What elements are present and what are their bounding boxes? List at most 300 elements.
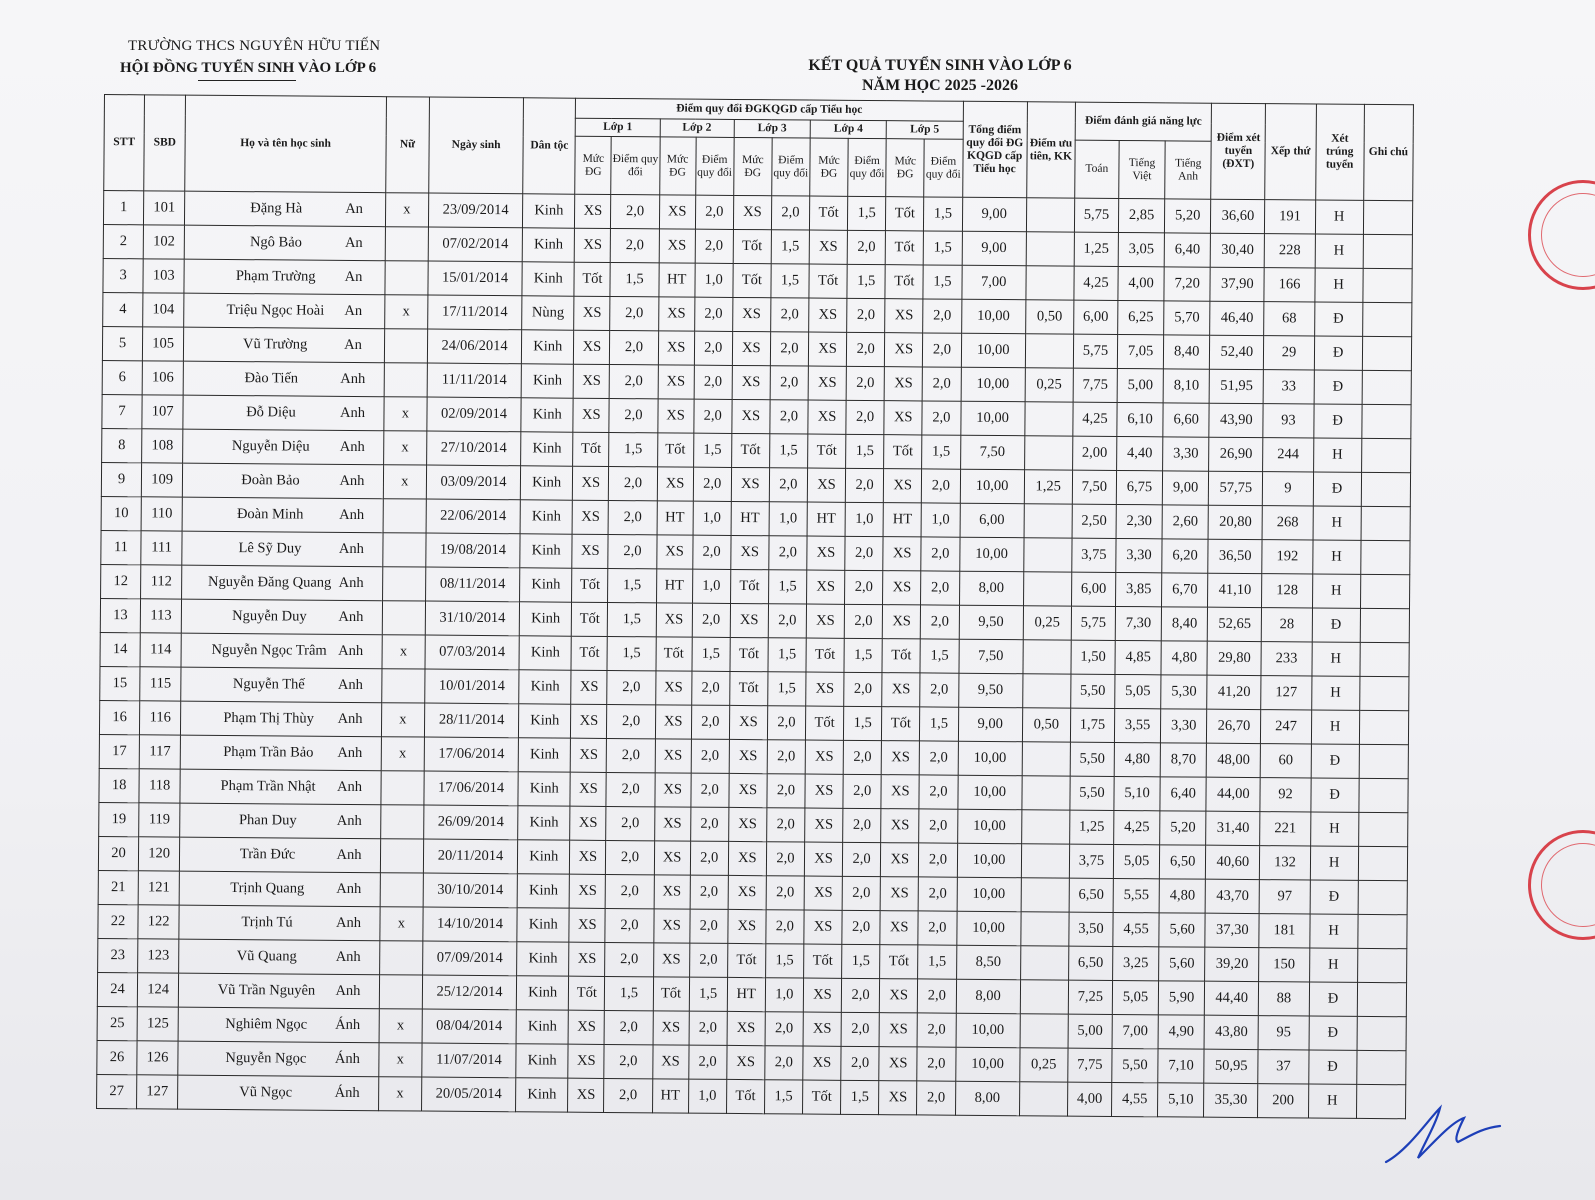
cell-stt: 15 xyxy=(100,666,140,700)
cell-dob: 07/03/2014 xyxy=(425,635,520,670)
cell-surname: Phạm Trần Nhật xyxy=(220,777,316,795)
cell-ta: 7,10 xyxy=(1158,1049,1204,1083)
cell-gc xyxy=(1357,948,1407,982)
cell-toan: 5,75 xyxy=(1071,606,1115,640)
cell-g2d: 1,0 xyxy=(693,501,731,535)
cell-dob: 24/06/2014 xyxy=(427,329,522,364)
cell-g2m: XS xyxy=(654,875,690,909)
cell-stt: 6 xyxy=(102,360,142,394)
cell-ut: 0,25 xyxy=(1025,368,1073,402)
cell-g4d: 2,0 xyxy=(847,298,885,332)
cell-dt: Kinh xyxy=(521,466,573,500)
cell-g4d: 1,5 xyxy=(841,1080,879,1114)
cell-g2d: 2,0 xyxy=(691,671,729,705)
cell-g1d: 2,0 xyxy=(609,466,657,500)
cell-stt: 16 xyxy=(99,700,139,734)
cell-g1d: 2,0 xyxy=(606,874,654,908)
results-table xyxy=(96,94,1414,1119)
cell-nu: x xyxy=(383,431,426,465)
cell-given-name: Anh xyxy=(337,744,363,762)
cell-stt: 27 xyxy=(97,1074,137,1108)
cell-ta: 8,40 xyxy=(1161,607,1207,641)
cell-sbd: 119 xyxy=(139,803,180,837)
cell-g2m: Tốt xyxy=(653,977,689,1011)
cell-given-name: Ánh xyxy=(335,1016,361,1034)
cell-g2m: XS xyxy=(659,195,695,229)
cell-dt: Kinh xyxy=(521,432,573,466)
cell-dob: 07/09/2014 xyxy=(423,941,518,976)
cell-given-name: Anh xyxy=(337,676,363,694)
cell-g5m: XS xyxy=(881,741,919,775)
cell-dxt: 37,30 xyxy=(1205,913,1259,947)
cell-g1d: 1,5 xyxy=(607,636,655,670)
cell-xt: 37 xyxy=(1258,1050,1308,1084)
cell-sbd: 107 xyxy=(142,395,183,429)
cell-g4d: 2,0 xyxy=(844,604,882,638)
cell-g4d: 2,0 xyxy=(845,536,883,570)
cell-toan: 1,75 xyxy=(1070,708,1114,742)
col-g5-level: Mức ĐG xyxy=(886,139,925,197)
cell-g2d: 2,0 xyxy=(694,331,732,365)
cell-surname: Nguyễn Đăng Quang xyxy=(207,573,332,591)
cell-student-name xyxy=(178,1041,379,1077)
cell-xt: 268 xyxy=(1262,506,1312,540)
cell-surname: Phạm Trường xyxy=(235,268,316,285)
cell-tv: 4,25 xyxy=(1114,810,1160,844)
cell-ta: 4,90 xyxy=(1158,1015,1204,1049)
col-g1-level: Mức ĐG xyxy=(575,136,612,194)
cell-surname: Đoàn Bảo xyxy=(241,472,300,489)
cell-kq: H xyxy=(1315,234,1363,268)
cell-g3m: HT xyxy=(731,501,769,535)
cell-g4m: XS xyxy=(804,876,842,910)
cell-dt: Kinh xyxy=(517,874,569,908)
cell-g2m: XS xyxy=(655,705,691,739)
cell-sbd: 118 xyxy=(139,769,180,803)
cell-g1d: 2,0 xyxy=(609,398,657,432)
cell-nu: x xyxy=(381,703,424,737)
cell-dob: 17/11/2014 xyxy=(428,295,523,330)
cell-g4m: XS xyxy=(808,400,846,434)
table-body xyxy=(97,191,1413,1119)
cell-g2d: 1,0 xyxy=(688,1079,726,1113)
cell-g3m: XS xyxy=(732,399,770,433)
cell-tong: 10,00 xyxy=(957,877,1021,912)
cell-g1m: XS xyxy=(574,330,610,364)
col-ethnic: Dân tộc xyxy=(523,98,576,194)
cell-dt: Kinh xyxy=(517,976,569,1010)
cell-ta: 8,70 xyxy=(1160,743,1206,777)
cell-dt: Kinh xyxy=(517,942,569,976)
cell-nu: x xyxy=(379,1009,422,1043)
cell-dt: Kinh xyxy=(522,262,574,296)
cell-xt: 68 xyxy=(1264,302,1314,336)
cell-g5d: 2,0 xyxy=(921,537,960,571)
cell-g1d: 2,0 xyxy=(610,330,658,364)
cell-sbd: 111 xyxy=(141,531,182,565)
cell-g3d: 2,0 xyxy=(767,774,805,808)
cell-tv: 7,30 xyxy=(1115,606,1161,640)
cell-g5m: XS xyxy=(880,877,918,911)
cell-g4m: XS xyxy=(807,570,845,604)
col-female: Nữ xyxy=(386,97,430,193)
cell-tv: 7,00 xyxy=(1112,1014,1158,1048)
cell-dxt: 46,40 xyxy=(1210,301,1264,335)
cell-g5d: 2,0 xyxy=(919,843,958,877)
cell-student-name xyxy=(185,191,386,227)
cell-g1m: XS xyxy=(572,534,608,568)
cell-surname: Nguyễn Thế xyxy=(232,676,305,693)
cell-student-name xyxy=(180,837,381,873)
cell-dt: Kinh xyxy=(521,364,573,398)
cell-ta: 8,10 xyxy=(1163,369,1209,403)
cell-g5d: 2,0 xyxy=(917,1047,956,1081)
cell-gc xyxy=(1361,438,1411,472)
cell-g5m: XS xyxy=(884,469,922,503)
cell-tv: 5,05 xyxy=(1113,844,1159,878)
cell-tong: 9,50 xyxy=(958,673,1022,708)
cell-student-name xyxy=(180,803,381,839)
cell-toan: 1,50 xyxy=(1071,640,1115,674)
cell-g2m: HT xyxy=(656,569,692,603)
cell-dob: 07/02/2014 xyxy=(428,227,523,262)
col-rank: Xếp thứ xyxy=(1265,104,1316,200)
col-g4-score: Điểm quy đổi xyxy=(848,138,887,196)
cell-g1m: XS xyxy=(568,1078,604,1112)
col-eng: Tiếng Anh xyxy=(1165,141,1212,199)
cell-tong: 10,00 xyxy=(956,911,1020,946)
cell-given-name: Ánh xyxy=(334,1050,360,1068)
cell-surname: Ngô Bảo xyxy=(249,234,303,251)
cell-stt: 4 xyxy=(103,292,143,326)
col-viet: Tiếng Việt xyxy=(1119,140,1166,198)
cell-g3m: XS xyxy=(729,705,767,739)
cell-tong: 10,00 xyxy=(960,401,1024,436)
cell-dob: 02/09/2014 xyxy=(427,397,522,432)
cell-g1d: 2,0 xyxy=(608,500,656,534)
cell-g2m: HT xyxy=(658,263,694,297)
cell-toan: 4,25 xyxy=(1073,402,1117,436)
cell-sbd: 109 xyxy=(141,463,182,497)
cell-given-name: Anh xyxy=(338,642,364,660)
cell-student-name xyxy=(180,735,381,771)
cell-ta: 5,60 xyxy=(1159,947,1205,981)
cell-g4m: XS xyxy=(807,468,845,502)
cell-student-name xyxy=(183,463,384,499)
cell-g3d: 2,0 xyxy=(766,876,804,910)
cell-ut xyxy=(1021,810,1069,844)
cell-sbd: 115 xyxy=(140,667,181,701)
cell-g2d: 1,5 xyxy=(693,433,731,467)
cell-nu xyxy=(380,805,423,839)
cell-tv: 2,30 xyxy=(1116,504,1162,538)
cell-ta: 4,80 xyxy=(1159,879,1205,913)
cell-nu: x xyxy=(378,1077,421,1111)
cell-surname: Nghiêm Ngọc xyxy=(225,1015,308,1033)
cell-xt: 127 xyxy=(1261,676,1311,710)
cell-tong: 10,00 xyxy=(955,1047,1019,1082)
cell-g4d: 2,0 xyxy=(842,876,880,910)
cell-ut: 0,25 xyxy=(1023,606,1071,640)
cell-ut xyxy=(1026,266,1074,300)
cell-g1m: Tốt xyxy=(572,602,608,636)
cell-gc xyxy=(1361,472,1411,506)
cell-dt: Kinh xyxy=(516,1078,568,1112)
cell-sbd: 106 xyxy=(142,361,183,395)
cell-dob: 08/11/2014 xyxy=(425,567,520,602)
cell-dxt: 40,60 xyxy=(1206,845,1260,879)
cell-g5d: 2,0 xyxy=(921,605,960,639)
cell-gc xyxy=(1360,608,1410,642)
cell-dt: Kinh xyxy=(519,704,571,738)
cell-tv: 5,00 xyxy=(1117,368,1163,402)
cell-toan: 5,00 xyxy=(1068,1014,1112,1048)
cell-stt: 5 xyxy=(102,326,142,360)
cell-g3d: 2,0 xyxy=(765,1012,803,1046)
cell-g3d: 2,0 xyxy=(770,366,808,400)
cell-toan: 5,50 xyxy=(1070,776,1114,810)
cell-g3m: Tốt xyxy=(729,671,767,705)
col-grade1: Lớp 1 xyxy=(576,118,660,137)
cell-stt: 10 xyxy=(101,496,141,530)
cell-kq: Đ xyxy=(1311,744,1359,778)
cell-nu xyxy=(382,601,425,635)
cell-xt: 166 xyxy=(1264,268,1314,302)
cell-g2m: XS xyxy=(659,229,695,263)
cell-toan: 2,00 xyxy=(1072,436,1116,470)
cell-g1m: XS xyxy=(570,772,606,806)
cell-g5d: 2,0 xyxy=(922,469,961,503)
cell-g1m: Tốt xyxy=(572,568,608,602)
col-note: Ghi chú xyxy=(1363,104,1413,200)
cell-given-name: An xyxy=(345,200,364,218)
cell-g2d: 2,0 xyxy=(691,705,729,739)
cell-g1m: XS xyxy=(569,874,605,908)
cell-g3d: 1,5 xyxy=(768,570,806,604)
cell-g3m: XS xyxy=(733,195,771,229)
cell-dt: Kinh xyxy=(522,330,574,364)
cell-g4m: Tốt xyxy=(802,1080,840,1114)
cell-student-name xyxy=(178,1007,379,1043)
cell-dob: 15/01/2014 xyxy=(428,261,523,296)
cell-sbd: 116 xyxy=(140,701,181,735)
cell-xt: 92 xyxy=(1260,778,1310,812)
cell-tv: 3,85 xyxy=(1116,572,1162,606)
cell-g5m: XS xyxy=(884,401,922,435)
cell-g1d: 2,0 xyxy=(604,1010,652,1044)
cell-g1d: 2,0 xyxy=(605,942,653,976)
cell-g1d: 2,0 xyxy=(604,1078,652,1112)
table-header xyxy=(104,95,1414,201)
cell-g5d: 1,5 xyxy=(920,707,959,741)
cell-g3d: 2,0 xyxy=(771,298,809,332)
cell-kq: Đ xyxy=(1308,1050,1356,1084)
cell-nu: x xyxy=(379,1043,422,1077)
cell-g3m: XS xyxy=(730,603,768,637)
cell-ut: 0,50 xyxy=(1022,708,1070,742)
cell-g2d: 2,0 xyxy=(691,773,729,807)
cell-g2d: 2,0 xyxy=(690,841,728,875)
cell-gc xyxy=(1357,1016,1407,1050)
cell-ta: 6,60 xyxy=(1163,403,1209,437)
cell-dt: Kinh xyxy=(518,772,570,806)
cell-kq: H xyxy=(1313,506,1361,540)
cell-g3m: XS xyxy=(729,739,767,773)
cell-gc xyxy=(1360,574,1410,608)
cell-stt: 25 xyxy=(97,1006,137,1040)
cell-g4d: 2,0 xyxy=(842,842,880,876)
cell-g4d: 1,5 xyxy=(844,706,882,740)
cell-sbd: 122 xyxy=(138,905,179,939)
cell-kq: Đ xyxy=(1310,880,1358,914)
cell-g5d: 2,0 xyxy=(923,333,962,367)
cell-gc xyxy=(1363,200,1413,234)
cell-dxt: 52,40 xyxy=(1210,335,1264,369)
cell-dxt: 36,50 xyxy=(1208,539,1262,573)
cell-ta: 5,20 xyxy=(1165,199,1211,233)
cell-nu xyxy=(381,771,424,805)
title-line-1: KẾT QUẢ TUYỂN SINH VÀO LỚP 6 xyxy=(808,57,1072,74)
cell-dxt: 43,90 xyxy=(1209,403,1263,437)
cell-nu xyxy=(380,873,423,907)
cell-student-name xyxy=(182,497,383,533)
cell-g5m: XS xyxy=(879,1081,917,1115)
cell-g4d: 2,0 xyxy=(844,672,882,706)
cell-surname: Đỗ Diệu xyxy=(246,404,296,421)
cell-g4d: 2,0 xyxy=(846,400,884,434)
cell-g5m: XS xyxy=(883,537,921,571)
cell-g4d: 1,5 xyxy=(847,264,885,298)
cell-kq: H xyxy=(1311,710,1359,744)
cell-kq: H xyxy=(1312,642,1360,676)
cell-toan: 7,25 xyxy=(1068,980,1112,1014)
school-name: TRƯỜNG THCS NGUYÊN HỮU TIẾN xyxy=(128,38,381,54)
col-g3-level: Mức ĐG xyxy=(733,137,772,195)
cell-stt: 7 xyxy=(102,394,142,428)
cell-g3d: 1,5 xyxy=(765,944,803,978)
cell-student-name xyxy=(184,327,385,363)
col-g5-score: Điểm quy đổi xyxy=(924,139,963,197)
cell-dob: 20/05/2014 xyxy=(421,1077,516,1112)
cell-g3d: 1,5 xyxy=(771,264,809,298)
cell-student-name xyxy=(183,361,384,397)
cell-g2m: XS xyxy=(655,671,691,705)
cell-xt: 247 xyxy=(1261,710,1311,744)
cell-student-name xyxy=(178,1075,379,1111)
cell-g3d: 2,0 xyxy=(766,842,804,876)
cell-dxt: 43,80 xyxy=(1204,1015,1258,1049)
cell-sbd: 102 xyxy=(143,225,184,259)
cell-sbd: 108 xyxy=(142,429,183,463)
cell-g2d: 2,0 xyxy=(689,943,727,977)
cell-ta: 5,60 xyxy=(1159,913,1205,947)
cell-toan: 6,50 xyxy=(1068,946,1112,980)
cell-dxt: 20,80 xyxy=(1208,505,1262,539)
cell-dob: 23/09/2014 xyxy=(428,193,523,228)
cell-tong: 8,50 xyxy=(956,945,1020,980)
cell-tong: 10,00 xyxy=(957,775,1021,810)
cell-gc xyxy=(1358,812,1408,846)
cell-dxt: 57,75 xyxy=(1209,471,1263,505)
cell-g4m: Tốt xyxy=(809,196,847,230)
cell-ut xyxy=(1025,334,1073,368)
cell-g4d: 2,0 xyxy=(841,978,879,1012)
cell-given-name: Anh xyxy=(335,914,362,932)
cell-g2d: 2,0 xyxy=(692,535,730,569)
cell-given-name: An xyxy=(344,268,363,286)
cell-g3d: 1,0 xyxy=(769,502,807,536)
cell-surname: Phan Duy xyxy=(238,812,297,829)
cell-gc xyxy=(1358,846,1408,880)
cell-dxt: 37,90 xyxy=(1210,267,1264,301)
cell-g5d: 2,0 xyxy=(922,367,961,401)
cell-g4d: 2,0 xyxy=(847,230,885,264)
cell-g3m: XS xyxy=(731,467,769,501)
cell-stt: 17 xyxy=(99,734,139,768)
cell-g5m: Tốt xyxy=(882,707,920,741)
cell-g1m: XS xyxy=(570,840,606,874)
cell-ut xyxy=(1025,402,1073,436)
cell-ta: 3,30 xyxy=(1163,437,1209,471)
cell-nu xyxy=(380,839,423,873)
cell-g3m: XS xyxy=(727,1011,765,1045)
cell-surname: Lê Sỹ Duy xyxy=(238,540,302,557)
cell-dt: Kinh xyxy=(516,1044,568,1078)
cell-dxt: 51,95 xyxy=(1209,369,1263,403)
cell-toan: 4,25 xyxy=(1074,266,1118,300)
col-g3-score: Điểm quy đổi xyxy=(772,138,811,196)
cell-sbd: 112 xyxy=(141,565,182,599)
cell-g2d: 2,0 xyxy=(690,807,728,841)
cell-g4m: XS xyxy=(803,978,841,1012)
cell-g5d: 2,0 xyxy=(917,1013,956,1047)
cell-g3d: 2,0 xyxy=(768,604,806,638)
cell-tv: 4,85 xyxy=(1115,640,1161,674)
cell-tv: 4,55 xyxy=(1112,1082,1158,1116)
col-g4-level: Mức ĐG xyxy=(810,138,849,196)
cell-g4m: XS xyxy=(804,910,842,944)
cell-g1d: 2,0 xyxy=(611,228,659,262)
cell-sbd: 105 xyxy=(143,327,184,361)
cell-ta: 9,00 xyxy=(1162,471,1208,505)
cell-toan: 5,50 xyxy=(1070,742,1114,776)
cell-toan: 6,00 xyxy=(1074,300,1118,334)
cell-g5d: 2,0 xyxy=(923,299,962,333)
cell-given-name: Anh xyxy=(336,880,362,898)
cell-kq: H xyxy=(1311,676,1359,710)
cell-student-name xyxy=(179,939,380,975)
cell-g1m: XS xyxy=(571,738,607,772)
cell-kq: Đ xyxy=(1312,608,1360,642)
cell-dxt: 52,65 xyxy=(1208,607,1262,641)
cell-dxt: 41,10 xyxy=(1208,573,1262,607)
cell-g1d: 2,0 xyxy=(607,738,655,772)
cell-ta: 7,20 xyxy=(1164,267,1210,301)
cell-tv: 4,55 xyxy=(1113,912,1159,946)
cell-ut xyxy=(1024,504,1072,538)
cell-given-name: Anh xyxy=(335,982,361,1000)
cell-toan: 3,75 xyxy=(1072,538,1116,572)
cell-surname: Đặng Hà xyxy=(250,200,303,217)
cell-tong: 8,00 xyxy=(959,571,1023,606)
cell-student-name xyxy=(179,905,380,941)
cell-given-name: An xyxy=(344,336,362,354)
cell-stt: 9 xyxy=(101,462,141,496)
cell-stt: 14 xyxy=(100,632,140,666)
cell-tv: 2,85 xyxy=(1118,198,1164,232)
cell-g1m: XS xyxy=(569,942,605,976)
cell-dt: Kinh xyxy=(519,602,571,636)
